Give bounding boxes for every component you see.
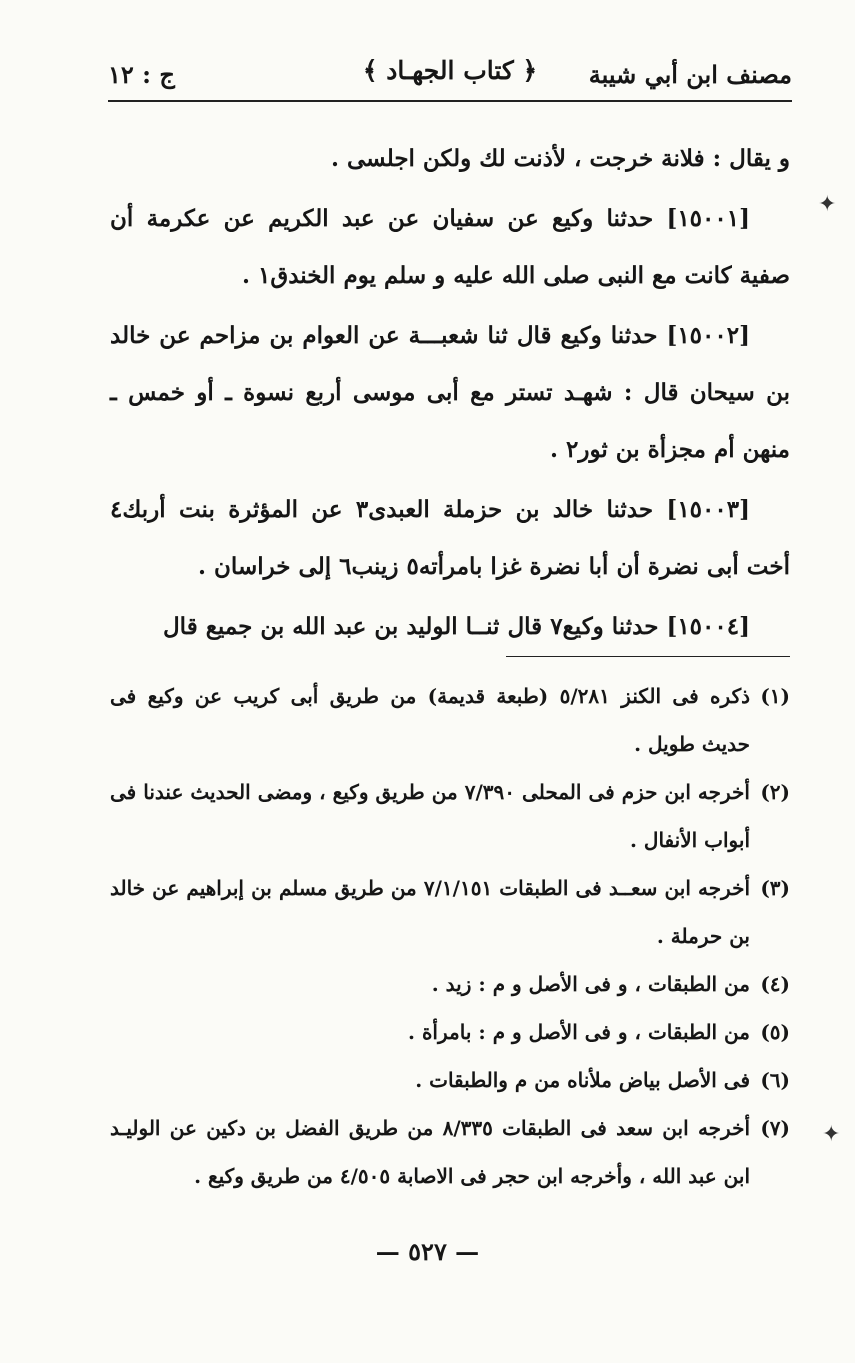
footnote: [110, 768, 790, 864]
chapter-title: ﴿ كتاب الجهـاد ﴾: [362, 56, 538, 85]
footnote-number: (٥): [760, 1020, 790, 1044]
footnote: [110, 1056, 790, 1104]
footnote-text: ذكره فى الكنز ٥/٢٨١ (طبعة قديمة) من طريق أبى كريب عن وكيع فى حديث طويل .: [110, 684, 750, 756]
footnote: [110, 960, 790, 1008]
footnote: [110, 672, 790, 768]
footnote-number: (٧): [760, 1116, 790, 1140]
footnote-text: فى الأصل بياض ملأناه من م والطبقات .: [415, 1068, 750, 1092]
footnote-number: (٤): [760, 972, 790, 996]
margin-mark-icon: ✦: [818, 192, 837, 217]
hadith-15002: [١٥٠٠٢] حدثنا وكيع قال ثنا شعبـــة عن العوام بن مزاحم عن خالد بن سيحان قال : شهـد تستر مع أبى موسى أربع نسوة ـ أو خمس ـ منهن أم مجزأة بن ثور٢ .: [110, 322, 790, 463]
main-text: [110, 130, 790, 658]
footnote: [110, 864, 790, 960]
footnote: [110, 1104, 790, 1200]
footnote-number: (٢): [760, 780, 790, 804]
header-rule: [108, 100, 792, 102]
footnote-text: أخرجه ابن سعــد فى الطبقات ٧/١/١٥١ من طريق مسلم بن إبراهيم عن خالد بن حرملة .: [110, 876, 751, 948]
footnote-rule: [506, 656, 790, 657]
footnote-text: من الطبقات ، و فى الأصل و م : بامرأة .: [408, 1020, 750, 1044]
footnote-number: (٦): [760, 1068, 790, 1092]
book-title: مصنف ابن أبي شيبة: [588, 60, 792, 89]
footnote-text: أخرجه ابن حزم فى المحلى ٧/٣٩٠ من طريق وكيع ، ومضى الحديث عندنا فى أبواب الأنفال .: [110, 780, 750, 852]
footnote-text: أخرجه ابن سعد فى الطبقات ٨/٣٣٥ من طريق الفضل بن دكين عن الوليـد ابن عبد الله ، وأخرجه ابن حجر فى الاصابة ٤/٥٠٥ من طريق وكيع .: [110, 1116, 750, 1188]
hadith-15003: [١٥٠٠٣] حدثنا خالد بن حزملة العبدى٣ عن المؤثرة بنت أربك٤ أخت أبى نضرة أن أبا نضرة غزا بامرأته٥ زينب٦ إلى خراسان .: [110, 496, 790, 580]
running-header: [108, 52, 792, 98]
footnote-number: (١): [760, 684, 790, 708]
hadith-15001: [١٥٠٠١] حدثنا وكيع عن سفيان عن عبد الكريم عن عكرمة أن صفية كانت مع النبى صلى الله عليه و سلم يوم الخندق١ .: [110, 205, 790, 289]
footnotes: [110, 672, 790, 1200]
footnote: [110, 1008, 790, 1056]
page-number: — ٥٢٧ —: [375, 1237, 480, 1266]
volume-number: ج : ١٢: [108, 60, 175, 89]
footnote-number: (٣): [760, 876, 790, 900]
margin-mark-icon: ✦: [822, 1122, 841, 1147]
paragraph-continuation: و يقال : فلانة خرجت ، لأذنت لك ولكن اجلسى .: [331, 145, 790, 172]
hadith-15004: [١٥٠٠٤] حدثنا وكيع٧ قال ثنــا الوليد بن عبد الله بن جميع قال: [162, 613, 750, 640]
footnote-text: من الطبقات ، و فى الأصل و م : زيد .: [431, 972, 750, 996]
